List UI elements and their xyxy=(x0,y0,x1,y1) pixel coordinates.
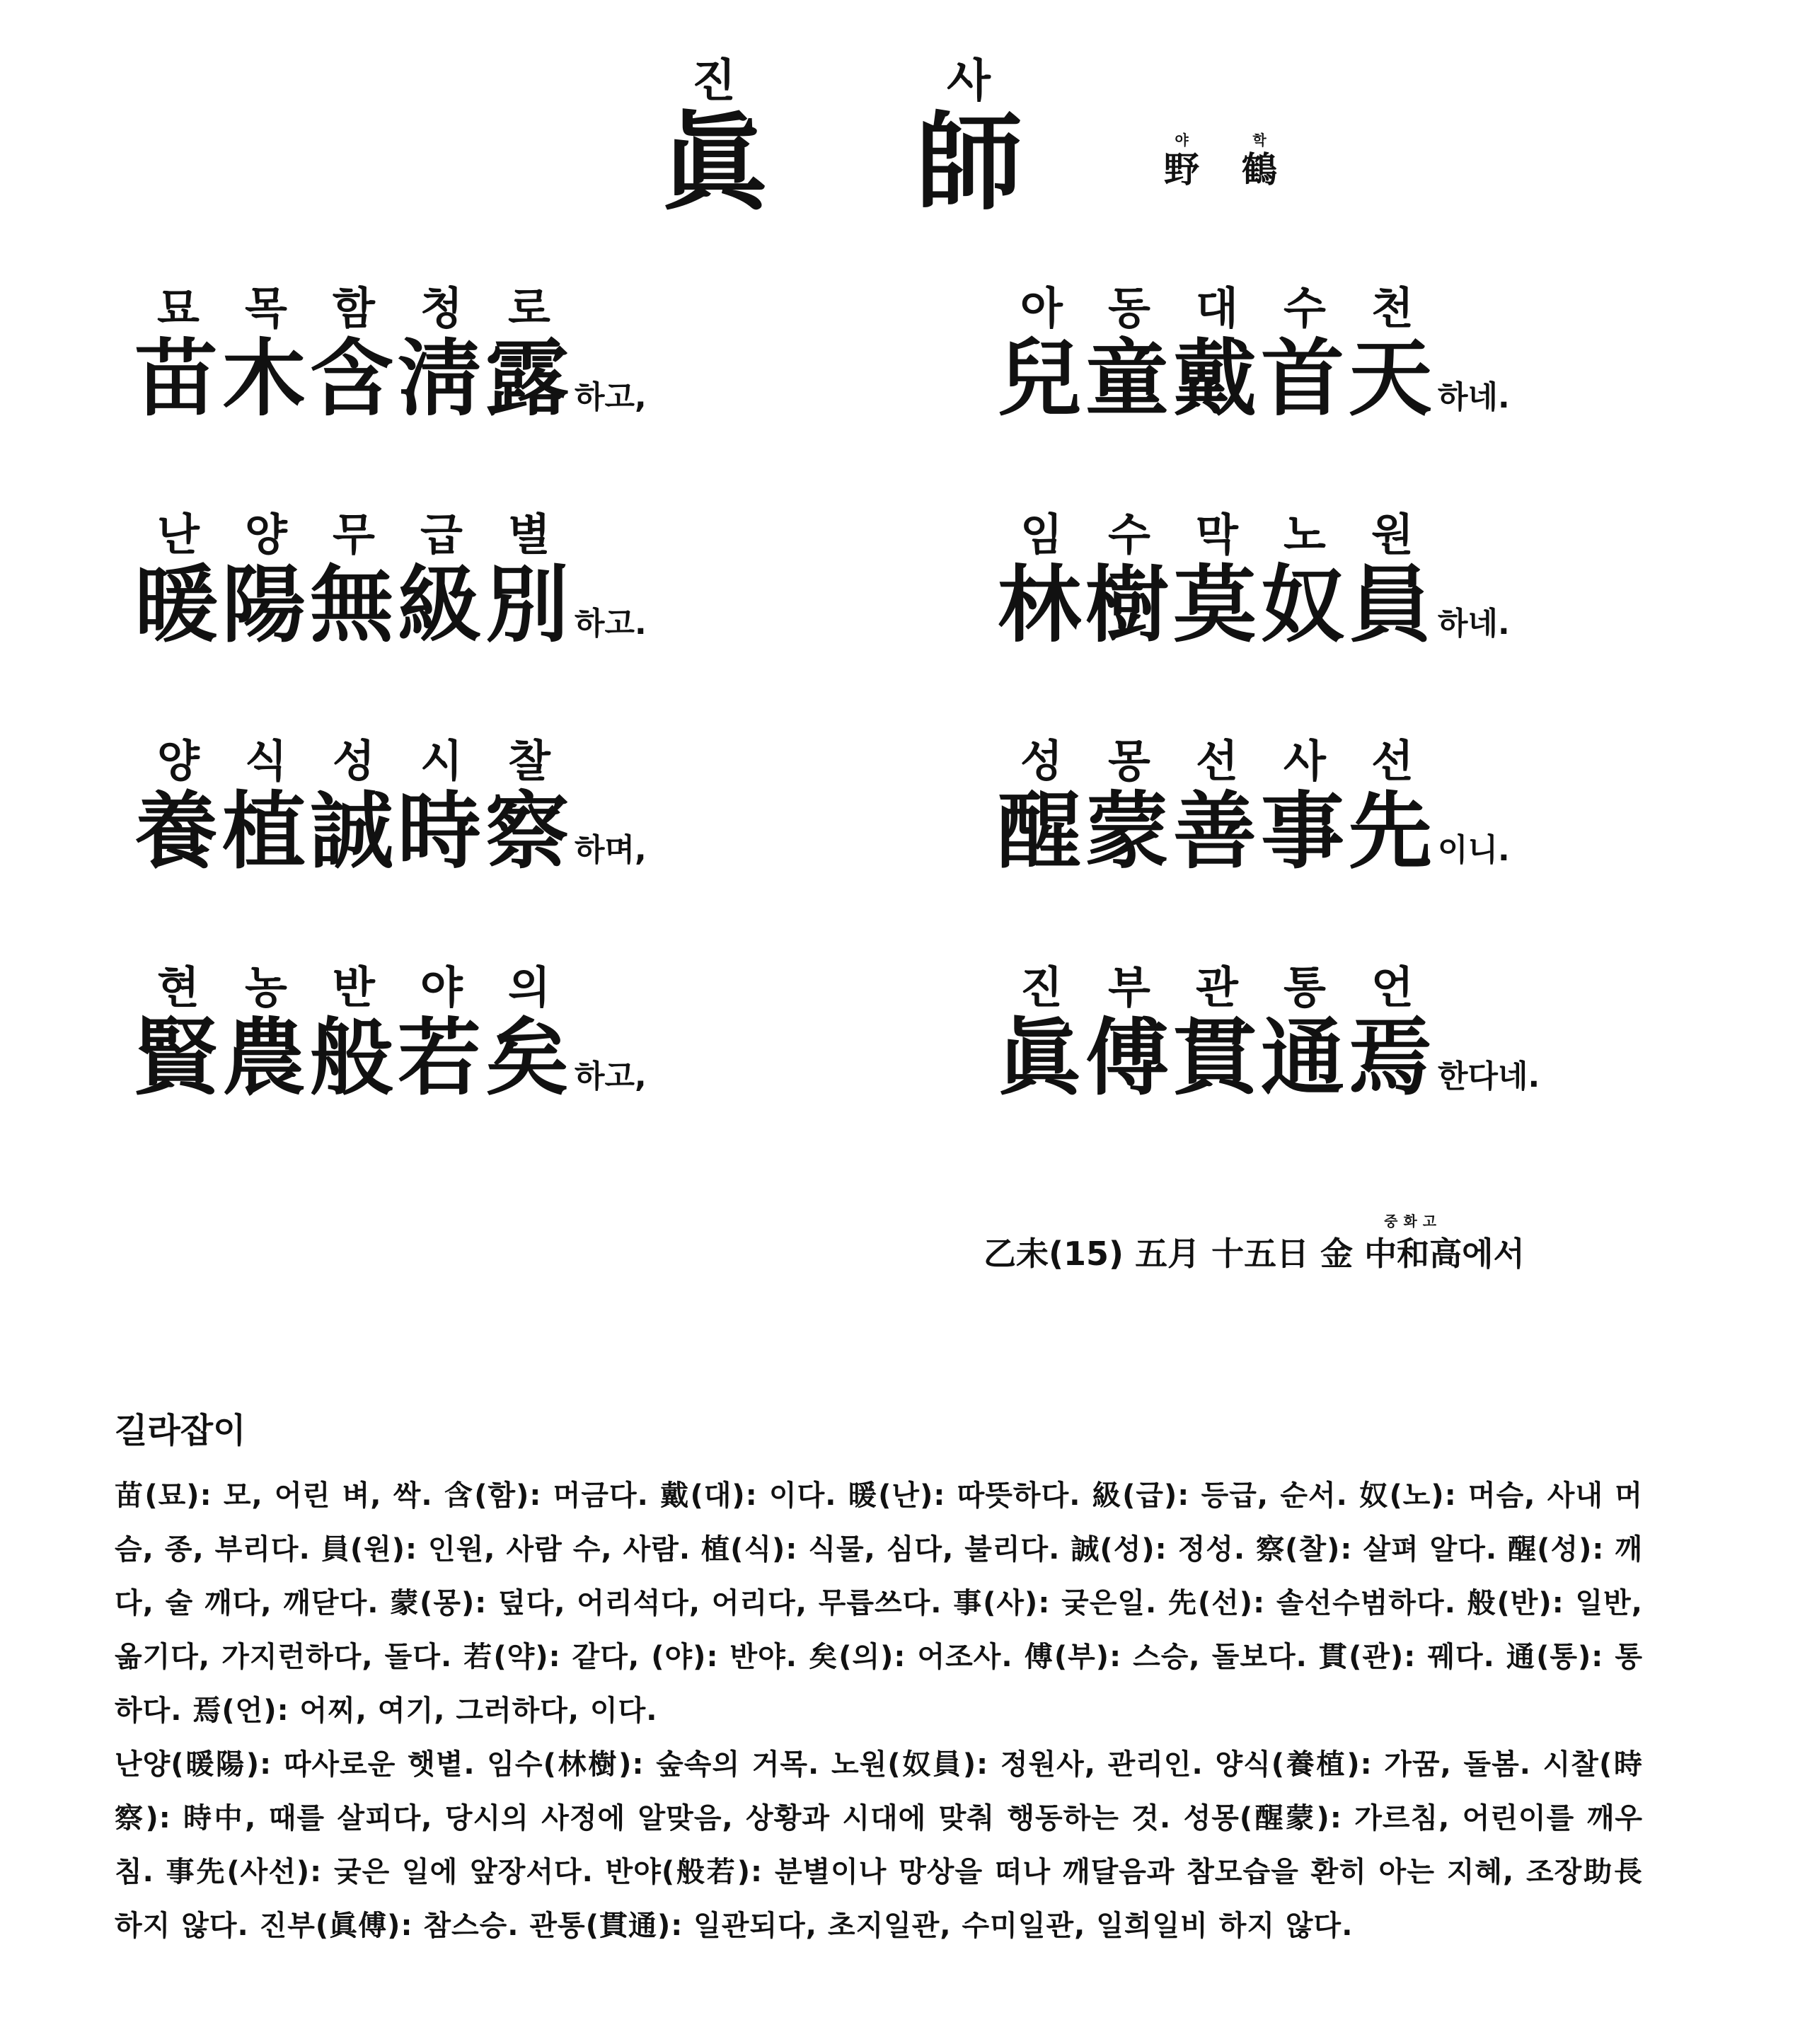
verse-ruby xyxy=(134,736,573,787)
ruby-syllable: 아 xyxy=(1020,282,1063,334)
author-hanja: 鶴 xyxy=(1242,149,1277,190)
ruby-syllable: 난 xyxy=(157,509,200,560)
verse-hanja: 苗木含淸露 xyxy=(134,330,574,427)
ruby-syllable: 찰 xyxy=(508,735,550,787)
ruby-syllable: 동 xyxy=(1108,282,1150,334)
author-hanja: 野 xyxy=(1164,149,1199,190)
ruby-syllable: 양 xyxy=(245,509,287,560)
verse-ending: 하고. xyxy=(575,606,647,642)
ruby-syllable: 청 xyxy=(420,282,463,334)
ruby-syllable: 수 xyxy=(1283,282,1326,334)
ruby-syllable: 관 xyxy=(1196,962,1238,1013)
verse-ruby xyxy=(134,509,573,560)
verse-line xyxy=(998,735,1634,880)
title-ruby: 사 xyxy=(947,55,992,108)
verse-hanja: 暖陽無級別 xyxy=(134,556,574,654)
ruby-syllable: 목 xyxy=(245,282,287,334)
place-name xyxy=(1364,1213,1462,1276)
verse-text xyxy=(998,783,1510,880)
ruby-syllable: 사 xyxy=(1283,735,1326,787)
ruby-syllable: 통 xyxy=(1283,962,1326,1013)
place-ruby: 중화고 xyxy=(1384,1213,1443,1230)
ruby-syllable: 시 xyxy=(420,735,463,787)
verse-line xyxy=(134,509,771,654)
verse-text xyxy=(998,1009,1540,1107)
author-ruby: 학 xyxy=(1252,132,1267,149)
title-hanja: 師 xyxy=(916,100,1022,225)
verse-line xyxy=(998,509,1634,654)
ruby-syllable: 야 xyxy=(420,962,463,1013)
verse-hanja: 養植誠時察 xyxy=(134,783,574,880)
verse-text xyxy=(998,330,1510,427)
verse-hanja: 兒童戴首天 xyxy=(998,330,1437,427)
ruby-syllable: 수 xyxy=(1108,509,1150,560)
author-char xyxy=(1146,131,1217,190)
ruby-syllable: 막 xyxy=(1196,509,1238,560)
verse-text xyxy=(134,783,647,880)
verse-ending: 하네. xyxy=(1438,606,1510,642)
author-char xyxy=(1224,131,1295,190)
ruby-syllable: 묘 xyxy=(157,282,200,334)
ruby-syllable: 양 xyxy=(157,735,200,787)
title-char xyxy=(608,55,821,225)
glossary-paragraph: 苗(묘): 모, 어린 벼, 싹. 含(함): 머금다. 戴(대): 이다. 暖(난): 따뜻하다. 級(급): 등급, 순서. 奴(노): 머슴, 사내 머슴, 종, 부리다. 員(원): 인원, 사람 수, 사람. 植(식): 식물, 심다, 불리다. 誠(성): 정성. 察(찰): 살펴 알다. 醒(성): 깨다, 술 깨다, 깨닫다. 蒙(몽): 덮다, 어리석다, 어리다, 무릅쓰다. 事(사): 궂은일. 先(선): 솔선수범하다. 般(반): 일반, 옮기다, 가지런하다, 돌다. 若(약): 같다, (야): 반야. 矣(의): 어조사. 傅(부): 스승, 돌보다. 貫(관): 꿰다. 通(통): 통하다. 焉(언): 어찌, 여기, 그러하다, 이다. xyxy=(115,1479,1643,1727)
author-ruby: 야 xyxy=(1175,132,1189,149)
verse-ending: 하고, xyxy=(575,379,647,415)
verse-text xyxy=(998,556,1510,654)
verse-ending: 하고, xyxy=(575,1058,647,1095)
ruby-syllable: 농 xyxy=(245,962,287,1013)
verse-ruby xyxy=(998,736,1436,787)
verse-hanja: 林樹莫奴員 xyxy=(998,556,1437,654)
poem-title xyxy=(0,55,1800,225)
ruby-syllable: 별 xyxy=(508,509,550,560)
verse-hanja: 醒蒙善事先 xyxy=(998,783,1437,880)
date-text: 乙未(15) 五月 十五日 金 xyxy=(983,1235,1354,1273)
ruby-syllable: 천 xyxy=(1371,282,1414,334)
verse-ruby xyxy=(134,283,573,334)
ruby-syllable: 선 xyxy=(1196,735,1238,787)
verse-line xyxy=(998,962,1634,1107)
title-char xyxy=(863,55,1075,225)
ruby-syllable: 성 xyxy=(333,735,375,787)
verse-hanja: 賢農般若矣 xyxy=(134,1009,574,1107)
ruby-syllable: 함 xyxy=(333,282,375,334)
verse-ruby xyxy=(998,509,1436,560)
ruby-syllable: 대 xyxy=(1196,282,1238,334)
date-line-text xyxy=(983,1213,1525,1276)
ruby-syllable: 노 xyxy=(1283,509,1326,560)
verse-line xyxy=(998,283,1634,425)
glossary xyxy=(115,1408,1643,1953)
verse-ruby xyxy=(998,283,1436,334)
ruby-syllable: 로 xyxy=(508,282,550,334)
place-suffix: 에서 xyxy=(1462,1235,1525,1273)
verse-text xyxy=(134,556,647,654)
verse-ending: 하네. xyxy=(1438,379,1510,415)
ruby-syllable: 부 xyxy=(1108,962,1150,1013)
date-place-line xyxy=(983,1203,1677,1281)
verse-ending: 한다네. xyxy=(1438,1058,1540,1095)
ruby-syllable: 원 xyxy=(1371,509,1414,560)
verse-ruby xyxy=(998,962,1436,1013)
verse-ruby xyxy=(134,962,573,1013)
verse-line xyxy=(134,962,771,1107)
ruby-syllable: 반 xyxy=(333,962,375,1013)
verse-text xyxy=(134,1009,647,1107)
ruby-syllable: 급 xyxy=(420,509,463,560)
ruby-syllable: 성 xyxy=(1020,735,1063,787)
ruby-syllable: 몽 xyxy=(1108,735,1150,787)
ruby-syllable: 임 xyxy=(1020,509,1063,560)
glossary-paragraph: 난양(暖陽): 따사로운 햇볕. 임수(林樹): 숲속의 거목. 노원(奴員): 정원사, 관리인. 양식(養植): 가꿈, 돌봄. 시찰(時察): 時中, 때를 살피다, 당시의 사정에 알맞음, 상황과 시대에 맞춰 행동하는 것. 성몽(醒蒙): 가르침, 어린이를 깨우침. 事先(사선): 궂은 일에 앞장서다. 반야(般若): 분별이나 망상을 떠나 깨달음과 참모습을 환히 아는 지혜, 조장助長하지 않다. 진부(眞傅): 참스승. 관통(貫通): 일관되다, 초지일관, 수미일관, 일희일비 하지 않다. xyxy=(115,1748,1643,1942)
place-hanja: 中和高 xyxy=(1364,1235,1462,1273)
ruby-syllable: 진 xyxy=(1020,962,1063,1013)
ruby-syllable: 현 xyxy=(157,962,200,1013)
title-hanja: 眞 xyxy=(661,100,768,225)
ruby-syllable: 식 xyxy=(245,735,287,787)
verse-ending: 이니. xyxy=(1438,832,1510,868)
ruby-syllable: 무 xyxy=(333,509,375,560)
verse-hanja: 眞傅貫通焉 xyxy=(998,1009,1437,1107)
verse-line xyxy=(134,735,771,880)
ruby-syllable: 언 xyxy=(1371,962,1414,1013)
title-ruby: 진 xyxy=(692,55,737,108)
ruby-syllable: 의 xyxy=(508,962,550,1013)
ruby-syllable: 선 xyxy=(1371,735,1414,787)
verse-text xyxy=(134,330,647,427)
verse-line xyxy=(134,283,771,425)
glossary-heading: 길라잡이 xyxy=(115,1411,246,1450)
verse-ending: 하며, xyxy=(575,832,647,868)
